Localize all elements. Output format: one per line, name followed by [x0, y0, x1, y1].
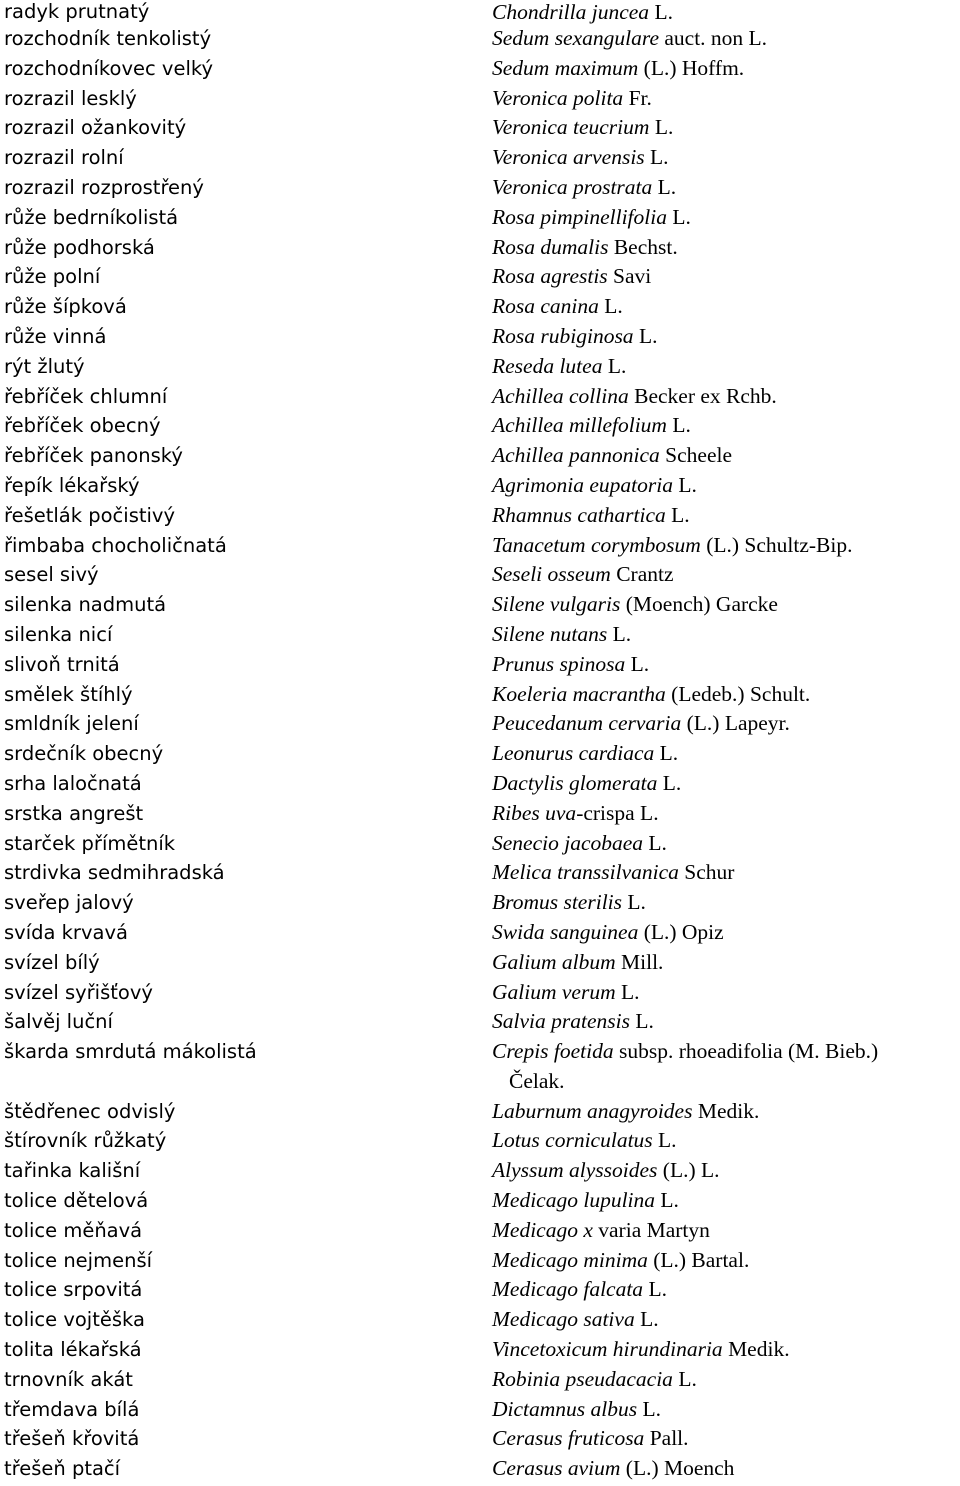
latin-author: Medik. — [722, 1337, 790, 1362]
latin-author: L. — [622, 890, 646, 915]
latin-name — [492, 501, 960, 531]
latin-author: L. — [652, 174, 677, 199]
latin-author: (L.) Hoffm. — [638, 55, 745, 80]
latin-name — [492, 1395, 960, 1425]
latin-name — [492, 173, 960, 203]
latin-binomial: Seseli osseum — [492, 562, 611, 587]
species-row — [0, 888, 960, 918]
latin-author: L. — [634, 1307, 659, 1332]
species-row — [0, 113, 960, 143]
latin-name — [492, 1454, 960, 1484]
czech-name: smělek štíhlý — [4, 682, 133, 706]
latin-name — [492, 918, 960, 948]
czech-name: tolice vojtěška — [4, 1308, 145, 1332]
latin-name — [492, 560, 960, 590]
latin-author: L. — [652, 1128, 677, 1153]
latin-binomial: Prunus spinosa — [492, 651, 626, 676]
latin-name — [492, 1424, 960, 1454]
species-row — [0, 0, 960, 24]
latin-name — [492, 471, 960, 501]
czech-name: štírovník růžkatý — [4, 1129, 167, 1153]
latin-name — [492, 590, 960, 620]
latin-binomial: Veronica teucrium — [492, 115, 650, 140]
latin-author: (L.) Lapeyr. — [681, 711, 790, 736]
czech-name: řebříček obecný — [4, 414, 161, 438]
species-row — [0, 858, 960, 888]
latin-binomial: Laburnum anagyroides — [492, 1098, 693, 1123]
czech-name: třešeň křovitá — [4, 1427, 140, 1451]
species-row — [0, 1186, 960, 1216]
czech-name: růže vinná — [4, 324, 107, 348]
latin-binomial: Crepis foetida — [492, 1039, 614, 1064]
latin-binomial: Dactylis glomerata — [492, 770, 658, 795]
latin-author: Fr. — [623, 85, 652, 110]
latin-name — [492, 531, 960, 561]
species-row — [0, 203, 960, 233]
czech-name: rozchodníkovec velký — [4, 56, 213, 80]
latin-binomial: Cerasus fruticosa — [492, 1426, 645, 1451]
latin-binomial: Galium verum — [492, 979, 616, 1004]
latin-author: L. — [654, 741, 679, 766]
latin-author: L. — [602, 353, 627, 378]
czech-name: řebříček chlumní — [4, 384, 168, 408]
species-row — [0, 441, 960, 471]
latin-name — [492, 292, 960, 322]
latin-name — [492, 1216, 960, 1246]
latin-author: L. — [655, 1188, 679, 1213]
czech-name: třešeň ptačí — [4, 1457, 121, 1481]
latin-name — [492, 1037, 960, 1097]
latin-binomial: Veronica arvensis — [492, 145, 645, 170]
latin-author: Pall. — [644, 1426, 689, 1451]
latin-author: (Moench) Garcke — [620, 592, 778, 617]
latin-author: L. — [637, 1396, 662, 1421]
czech-name: slivoň trnitá — [4, 652, 120, 676]
latin-author: subsp. rhoeadifolia (M. Bieb.) — [613, 1039, 879, 1064]
latin-author: L. — [633, 323, 658, 348]
latin-name — [492, 1007, 960, 1037]
latin-author: (Ledeb.) Schult. — [665, 681, 811, 706]
latin-binomial: Sedum sexangulare — [492, 26, 659, 50]
czech-name: řešetlák počistivý — [4, 503, 175, 527]
latin-binomial: Ribes uva — [492, 800, 577, 825]
latin-author: L. — [615, 979, 640, 1004]
species-row — [0, 322, 960, 352]
czech-name: tařinka kališní — [4, 1159, 141, 1183]
species-row — [0, 531, 960, 561]
czech-name: růže polní — [4, 265, 101, 289]
latin-name — [492, 829, 960, 859]
latin-name — [492, 0, 960, 24]
species-row — [0, 54, 960, 84]
species-row — [0, 1007, 960, 1037]
czech-name: svízel bílý — [4, 950, 100, 974]
species-row — [0, 1126, 960, 1156]
latin-binomial: Silene nutans — [492, 621, 608, 646]
species-row — [0, 352, 960, 382]
latin-name — [492, 352, 960, 382]
species-row — [0, 739, 960, 769]
latin-name — [492, 1186, 960, 1216]
latin-binomial: Rosa agrestis — [492, 264, 608, 289]
latin-name — [492, 143, 960, 173]
latin-binomial: Bromus sterilis — [492, 890, 623, 915]
latin-binomial: Melica transsilvanica — [492, 860, 679, 885]
latin-binomial: Reseda lutea — [492, 353, 603, 378]
latin-author: (L.) Moench — [620, 1456, 735, 1481]
latin-name — [492, 382, 960, 412]
czech-name: srstka angrešt — [4, 801, 144, 825]
latin-binomial: Veronica polita — [492, 85, 624, 110]
latin-name — [492, 262, 960, 292]
species-row — [0, 769, 960, 799]
latin-binomial: Alyssum alyssoides — [492, 1158, 658, 1183]
species-row — [0, 1365, 960, 1395]
czech-name: rozrazil rolní — [4, 146, 124, 170]
czech-name: růže podhorská — [4, 235, 155, 259]
latin-binomial: Rosa rubiginosa — [492, 323, 634, 348]
latin-binomial: Achillea collina — [492, 383, 629, 408]
species-row — [0, 471, 960, 501]
species-row — [0, 143, 960, 173]
species-row — [0, 620, 960, 650]
species-row — [0, 948, 960, 978]
species-row — [0, 173, 960, 203]
latin-binomial: Silene vulgaris — [492, 592, 621, 617]
latin-binomial: Vincetoxicum hirundinaria — [492, 1337, 723, 1362]
latin-author: auct. non L. — [658, 26, 768, 50]
species-row — [0, 292, 960, 322]
latin-author: L. — [665, 502, 690, 527]
species-row — [0, 84, 960, 114]
latin-binomial: Lotus corniculatus — [492, 1128, 653, 1153]
latin-binomial: Medicago x — [492, 1217, 593, 1242]
latin-author: (L.) Opiz — [638, 919, 724, 944]
latin-author: -crispa L. — [576, 800, 659, 825]
czech-name: rozrazil rozprostřený — [4, 175, 204, 199]
latin-name — [492, 650, 960, 680]
czech-name: tolice dětelová — [4, 1189, 149, 1213]
czech-name: strdivka sedmihradská — [4, 861, 225, 885]
latin-author: L. — [672, 1366, 697, 1391]
czech-name: tolita lékařská — [4, 1338, 142, 1362]
latin-binomial: Dictamnus albus — [492, 1396, 638, 1421]
latin-binomial: Chondrilla juncea — [492, 0, 650, 24]
latin-name — [492, 411, 960, 441]
czech-name: srdečník obecný — [4, 742, 164, 766]
czech-name: silenka nicí — [4, 622, 113, 646]
species-row — [0, 709, 960, 739]
czech-name: rozrazil ožankovitý — [4, 116, 187, 140]
species-row — [0, 918, 960, 948]
latin-binomial: Medicago falcata — [492, 1277, 644, 1302]
latin-binomial: Rhamnus cathartica — [492, 502, 666, 527]
species-row — [0, 24, 960, 54]
latin-binomial: Swida sanguinea — [492, 919, 639, 944]
latin-author: L. — [672, 472, 697, 497]
latin-binomial: Rosa dumalis — [492, 234, 609, 259]
species-row — [0, 1305, 960, 1335]
latin-binomial: Veronica prostrata — [492, 174, 653, 199]
latin-name — [492, 1097, 960, 1127]
latin-binomial: Medicago sativa — [492, 1307, 635, 1332]
latin-author: Schur — [678, 860, 735, 885]
latin-binomial: Rosa canina — [492, 294, 599, 319]
latin-author: L. — [649, 0, 673, 24]
species-row — [0, 1335, 960, 1365]
latin-name — [492, 54, 960, 84]
species-row — [0, 262, 960, 292]
czech-name: růže bedrníkolistá — [4, 205, 179, 229]
czech-name: smldník jelení — [4, 712, 139, 736]
latin-binomial: Leonurus cardiaca — [492, 741, 655, 766]
species-row — [0, 590, 960, 620]
latin-name — [492, 1275, 960, 1305]
latin-binomial: Achillea pannonica — [492, 443, 660, 468]
species-row — [0, 1275, 960, 1305]
latin-binomial: Medicago lupulina — [492, 1188, 656, 1213]
species-row — [0, 411, 960, 441]
czech-name: srha laločnatá — [4, 771, 142, 795]
latin-binomial: Rosa pimpinellifolia — [492, 204, 667, 229]
czech-name: rozchodník tenkolistý — [4, 27, 212, 50]
czech-name: trnovník akát — [4, 1367, 133, 1391]
czech-name: štědřenec odvislý — [4, 1099, 176, 1123]
latin-author: Mill. — [615, 949, 664, 974]
species-row — [0, 1216, 960, 1246]
latin-author: (L.) Bartal. — [647, 1247, 750, 1272]
latin-binomial: Robinia pseudacacia — [492, 1366, 673, 1391]
czech-name: třemdava bílá — [4, 1397, 140, 1421]
species-row — [0, 1454, 960, 1484]
czech-name: růže šípková — [4, 295, 127, 319]
latin-author: Savi — [607, 264, 652, 289]
czech-name: sveřep jalový — [4, 891, 134, 915]
latin-name — [492, 948, 960, 978]
latin-binomial: Cerasus avium — [492, 1456, 621, 1481]
species-row — [0, 1097, 960, 1127]
latin-name — [492, 203, 960, 233]
latin-author: Medik. — [692, 1098, 760, 1123]
czech-name: řepík lékařský — [4, 473, 140, 497]
latin-author: L. — [644, 145, 669, 170]
latin-binomial: Galium album — [492, 949, 616, 974]
latin-name — [492, 888, 960, 918]
species-row — [0, 233, 960, 263]
latin-binomial: Medicago minima — [492, 1247, 648, 1272]
czech-name: šalvěj luční — [4, 1010, 113, 1034]
czech-name: tolice měňavá — [4, 1218, 143, 1242]
latin-name — [492, 233, 960, 263]
latin-name — [492, 1156, 960, 1186]
latin-name — [492, 441, 960, 471]
latin-name — [492, 24, 960, 54]
latin-author: L. — [643, 1277, 667, 1302]
species-row — [0, 1246, 960, 1276]
czech-name: radyk prutnatý — [4, 0, 150, 23]
latin-author: Crantz — [610, 562, 674, 587]
latin-name — [492, 1126, 960, 1156]
latin-name — [492, 858, 960, 888]
latin-author: Scheele — [659, 443, 733, 468]
latin-binomial: Peucedanum cervaria — [492, 711, 682, 736]
latin-name — [492, 1335, 960, 1365]
latin-name — [492, 769, 960, 799]
latin-author: L. — [625, 651, 650, 676]
latin-name — [492, 1305, 960, 1335]
czech-name: řebříček panonský — [4, 444, 183, 468]
czech-name: svízel syřišťový — [4, 980, 153, 1004]
latin-author: (L.) L. — [657, 1158, 720, 1183]
latin-author: L. — [657, 770, 682, 795]
species-row — [0, 1395, 960, 1425]
species-row — [0, 501, 960, 531]
latin-name — [492, 1365, 960, 1395]
latin-author: L. — [643, 830, 667, 855]
czech-name: tolice srpovitá — [4, 1278, 143, 1302]
species-row — [0, 799, 960, 829]
species-row — [0, 978, 960, 1008]
latin-name — [492, 620, 960, 650]
latin-author: L. — [607, 621, 632, 646]
species-row — [0, 650, 960, 680]
latin-author-continuation: Čelak. — [509, 1068, 565, 1093]
latin-name — [492, 322, 960, 352]
species-row — [0, 829, 960, 859]
latin-name — [492, 113, 960, 143]
latin-name — [492, 1246, 960, 1276]
czech-name: starček přímětník — [4, 831, 176, 855]
latin-binomial: Senecio jacobaea — [492, 830, 644, 855]
latin-name — [492, 709, 960, 739]
latin-binomial: Salvia pratensis — [492, 1009, 630, 1034]
latin-binomial: Achillea millefolium — [492, 413, 667, 438]
czech-name: svída krvavá — [4, 920, 128, 944]
latin-author: L. — [629, 1009, 654, 1034]
latin-author: L. — [649, 115, 674, 140]
species-row — [0, 1037, 960, 1097]
latin-name — [492, 799, 960, 829]
latin-author: L. — [666, 413, 691, 438]
latin-author: Becker ex Rchb. — [628, 383, 777, 408]
species-row — [0, 1424, 960, 1454]
czech-name: škarda smrdutá mákolistá — [4, 1040, 257, 1064]
latin-binomial: Agrimonia eupatoria — [492, 472, 673, 497]
species-row — [0, 680, 960, 710]
latin-author: L. — [598, 294, 623, 319]
czech-name: řimbaba chocholičnatá — [4, 533, 227, 557]
czech-name: rozrazil lesklý — [4, 86, 137, 110]
latin-binomial: Koeleria macrantha — [492, 681, 666, 706]
latin-binomial: Sedum maximum — [492, 55, 639, 80]
latin-binomial: Tanacetum corymbosum — [492, 532, 701, 557]
species-row — [0, 560, 960, 590]
latin-author: (L.) Schultz-Bip. — [700, 532, 853, 557]
czech-name: tolice nejmenší — [4, 1248, 153, 1272]
latin-name — [492, 84, 960, 114]
species-row — [0, 1156, 960, 1186]
latin-name — [492, 680, 960, 710]
czech-name: silenka nadmutá — [4, 593, 167, 617]
latin-author: Bechst. — [608, 234, 678, 259]
latin-author: L. — [666, 204, 691, 229]
latin-name — [492, 978, 960, 1008]
latin-author: varia Martyn — [592, 1217, 710, 1242]
latin-name — [492, 739, 960, 769]
czech-name: sesel sivý — [4, 563, 99, 587]
czech-name: rýt žlutý — [4, 354, 85, 378]
species-row — [0, 382, 960, 412]
